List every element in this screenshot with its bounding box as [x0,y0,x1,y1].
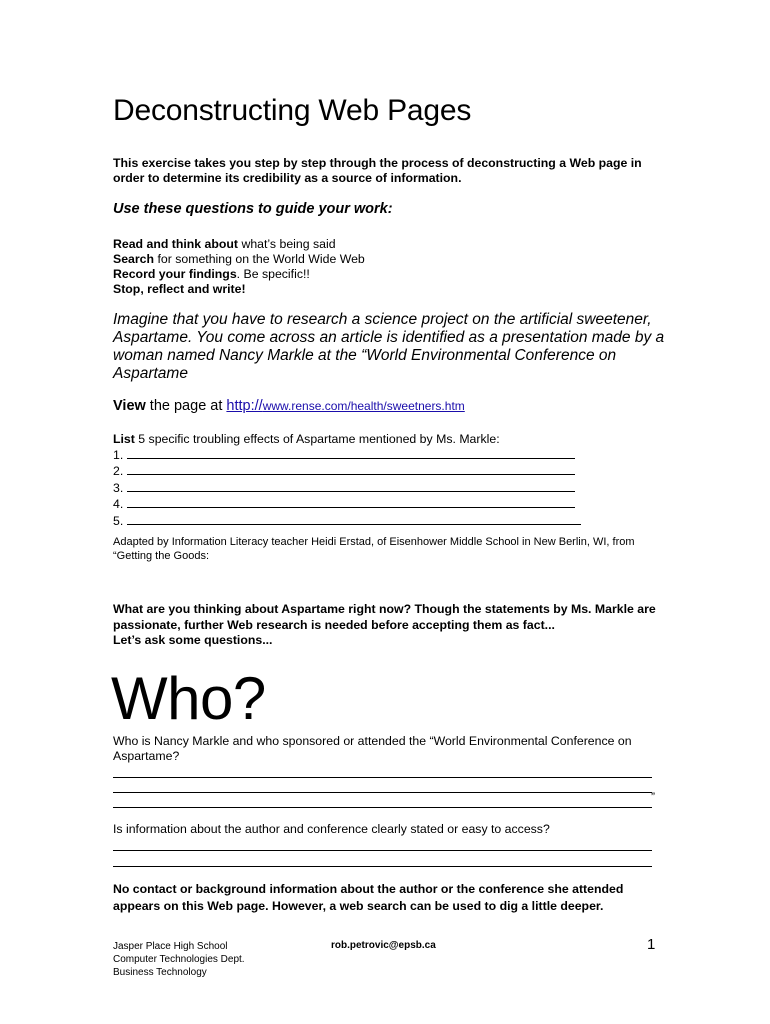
answer-line[interactable] [113,777,652,778]
closing-quote: ” [651,790,655,804]
steps-list [113,237,365,297]
answer-line[interactable] [113,866,652,867]
page-title: Deconstructing Web Pages [113,94,472,127]
question-author: Who is Nancy Markle and who sponsored or attended the “World Environmental Conference on Aspartame? [113,734,632,763]
guide-heading: Use these questions to guide your work: [113,201,393,217]
effects-answer-lines [113,447,581,529]
footer-email: rob.petrovic@epsb.ca [331,940,436,951]
intro-paragraph: This exercise takes you step by step through the process of deconstructing a Web page in order to determine its credibility as a source of information. [113,156,642,185]
step-item: Record your findings. Be specific!! [113,267,310,281]
attribution-note: Adapted by Information Literacy teacher Heidi Erstad, of Eisenhower Middle School in New Berlin, WI, from “Getting the Goods: [113,536,635,562]
page-number: 1 [647,936,656,953]
step-item: Read and think about what’s being said [113,237,336,251]
answer-line-item[interactable]: 5. [113,513,581,529]
answer-line-item[interactable]: 4. [113,496,581,512]
reflection-prompt: What are you thinking about Aspartame right now? Though the statements by Ms. Markle are passionate, further Web research is needed before accepting them as fact... Let’s ask some questions... [113,602,656,647]
step-item: Search for something on the World Wide Web [113,252,365,266]
scenario-paragraph: Imagine that you have to research a science project on the artificial sweetener, Aspartame. You come across an article is identified as a presentation made by a woman named Nancy Markle at the “World Environmental Conference on Aspartame [113,311,665,382]
list-instruction: List 5 specific troubling effects of Aspartame mentioned by Ms. Markle: [113,432,500,446]
answer-line[interactable] [113,792,652,793]
step-item: Stop, reflect and write! [113,282,246,296]
footer-school-info: Jasper Place High School Computer Technologies Dept. Business Technology [113,941,245,978]
who-heading: Who? [111,665,266,732]
answer-line[interactable] [113,807,652,808]
view-instruction: View the page at http://www.rense.com/health/sweetners.htm [113,398,465,414]
answer-line-item[interactable]: 3. [113,480,581,496]
article-link[interactable]: http://www.rense.com/health/sweetners.htm [226,398,465,414]
answer-line-item[interactable]: 2. [113,463,581,479]
answer-line-item[interactable]: 1. [113,447,581,463]
answer-line[interactable] [113,850,652,851]
research-note: No contact or background information about the author or the conference she attended appears on this Web page. However, a web search can be used to dig a little deeper. [113,882,624,913]
question-access: Is information about the author and conference clearly stated or easy to access? [113,822,550,836]
